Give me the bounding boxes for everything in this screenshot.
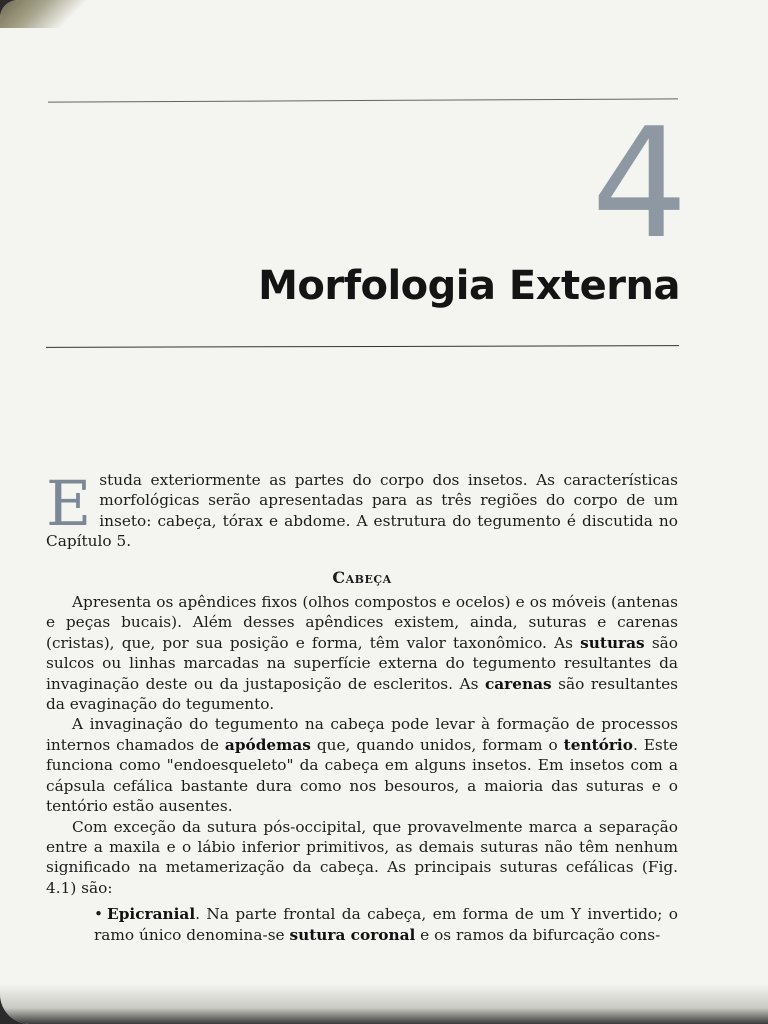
intro-text: studa exteriormente as partes do corpo dos insetos. As características morfológicas serão apresentadas para as três regiões do corpo de um inseto: cabeça, tórax e abdome. A estrutura do tegumento é discutida no Capítulo 5. — [46, 471, 678, 551]
p1-text-1: Apresenta os apêndices fixos (olhos compostos e ocelos) e os móveis (antenas e peças bucais). Além desses apêndices existem, ainda, suturas e carenas (cristas), que, por sua posição e forma, têm valor taxonômico. As — [46, 593, 678, 652]
paragraph-3: Com exceção da sutura pós-occipital, que provavelmente marca a separação entre a maxila e o lábio inferior primitivos, as demais suturas não têm nenhum significado na metamerização da cabeça. As principais suturas cefálicas (Fig. 4.1) são: — [46, 817, 678, 897]
paragraph-1 — [46, 592, 678, 714]
bullet-mark: • — [94, 905, 104, 924]
body-text — [46, 467, 679, 945]
page-bottom-shadow — [0, 984, 768, 1024]
term-tentorio: tentório — [563, 735, 633, 754]
term-suturas: suturas — [580, 633, 645, 652]
page-corner-shadow — [0, 0, 90, 28]
p1-text-3: são resultantes da evaginação do tegumento. — [46, 674, 678, 714]
chapter-title: Morfologia Externa — [258, 263, 680, 309]
title-rule — [46, 345, 679, 348]
p2-text-3: . Este funciona como "endoesqueleto" da cabeça em alguns insetos. Em insetos com a cápsula cefálica bastante dura como nos besouros, a maioria das suturas e o tentório estão ausentes. — [46, 735, 678, 816]
paragraph-2 — [46, 714, 678, 816]
term-carenas: carenas — [484, 674, 552, 693]
intro-paragraph — [46, 467, 678, 552]
chapter-number: 4 — [591, 95, 684, 272]
drop-cap: E — [46, 467, 92, 540]
p2-text-2: que, quando unidos, formam o — [310, 735, 564, 754]
top-rule — [48, 98, 678, 103]
p1-text-2: são sulcos ou linhas marcadas na superfície externa do tegumento resultantes da invaginação deste ou da justaposição de escleritos. As — [46, 633, 679, 693]
section-heading: Cabeça — [332, 567, 392, 587]
term-sutura-coronal: sutura coronal — [289, 925, 416, 944]
bullet-text-1: . Na parte frontal da cabeça, em forma de um Y invertido; o ramo único denomina-se — [94, 905, 678, 944]
term-apodemas: apódemas — [224, 735, 311, 754]
bullet-text-2: e os ramos da bifurcação cons- — [415, 925, 661, 944]
bullet-epicranial — [46, 904, 678, 945]
p2-text-1: A invaginação do tegumento na cabeça pode levar à formação de processos internos chamados de — [46, 715, 678, 754]
term-epicranial: Epicranial — [107, 905, 196, 924]
